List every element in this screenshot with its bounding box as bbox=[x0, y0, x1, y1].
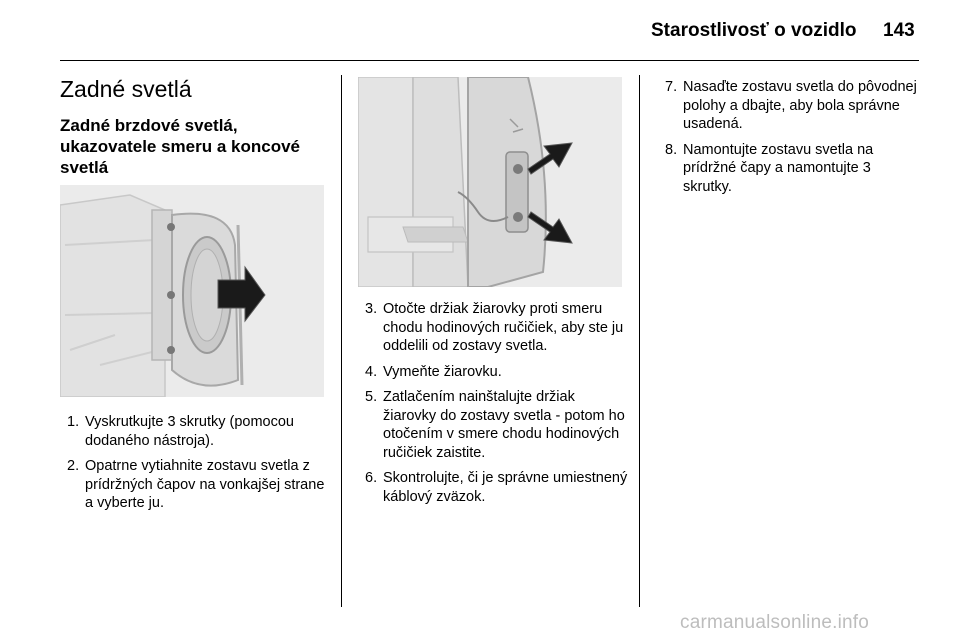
step-number: 2. bbox=[67, 458, 80, 474]
figure-bulb-holder bbox=[358, 77, 622, 287]
steps-list-2 bbox=[358, 300, 630, 513]
step-text: Otočte držiak žiarovky proti smeru chodu hodinových ručičiek, aby ste ju oddelili od zostavy svetla. bbox=[383, 301, 624, 354]
column-divider-2 bbox=[639, 75, 640, 607]
step-number: 1. bbox=[67, 414, 80, 430]
step-text: Nasaďte zostavu svetla do pôvodnej polohy a dbajte, aby bola správne usadená. bbox=[683, 79, 917, 132]
watermark: carmanualsonline.info bbox=[680, 612, 870, 633]
list-item bbox=[60, 457, 330, 513]
step-text: Zatlačením nainštalujte držiak žiarovky do zostavy svetla - potom ho otočením v smere chodu hodinových ručičiek zaistite. bbox=[383, 389, 625, 461]
steps-list-1 bbox=[60, 413, 330, 520]
subsection-title: Zadné brzdové svetlá, ukazovatele smeru a koncové svetlá bbox=[60, 116, 301, 177]
header-title: Starostlivosť o vozidlo bbox=[651, 20, 857, 41]
figure-rear-light-removal bbox=[60, 185, 324, 397]
column-divider-1 bbox=[341, 75, 342, 607]
list-item bbox=[358, 388, 630, 462]
section-title: Zadné svetlá bbox=[60, 76, 192, 102]
list-item bbox=[60, 413, 330, 450]
list-item bbox=[358, 300, 630, 356]
list-item bbox=[358, 363, 630, 382]
step-text: Opatrne vytiahnite zostavu svetla z prídržných čapov na vonkajšej strane a vyberte ju. bbox=[85, 458, 325, 511]
step-number: 6. bbox=[365, 470, 378, 486]
step-text: Namontujte zostavu svetla na prídržné čapy a namontujte 3 skrutky. bbox=[683, 141, 874, 195]
step-number: 8. bbox=[665, 141, 678, 158]
bulb-holder-illustration bbox=[358, 77, 622, 287]
step-number: 5. bbox=[365, 389, 378, 405]
list-item bbox=[658, 78, 920, 134]
step-text: Vymeňte žiarovku. bbox=[383, 363, 502, 380]
step-number: 4. bbox=[365, 363, 378, 380]
list-item bbox=[658, 141, 920, 197]
steps-list-3 bbox=[658, 78, 920, 203]
page-number: 143 bbox=[883, 20, 915, 41]
step-number: 7. bbox=[665, 79, 678, 95]
list-item bbox=[358, 469, 630, 506]
step-text: Skontrolujte, či je správne umiestnený káblový zväzok. bbox=[383, 470, 628, 505]
step-number: 3. bbox=[365, 301, 378, 317]
header-divider bbox=[60, 60, 919, 61]
rear-light-illustration bbox=[60, 185, 324, 397]
step-text: Vyskrutkujte 3 skrutky (pomocou dodaného nástroja). bbox=[85, 414, 294, 449]
